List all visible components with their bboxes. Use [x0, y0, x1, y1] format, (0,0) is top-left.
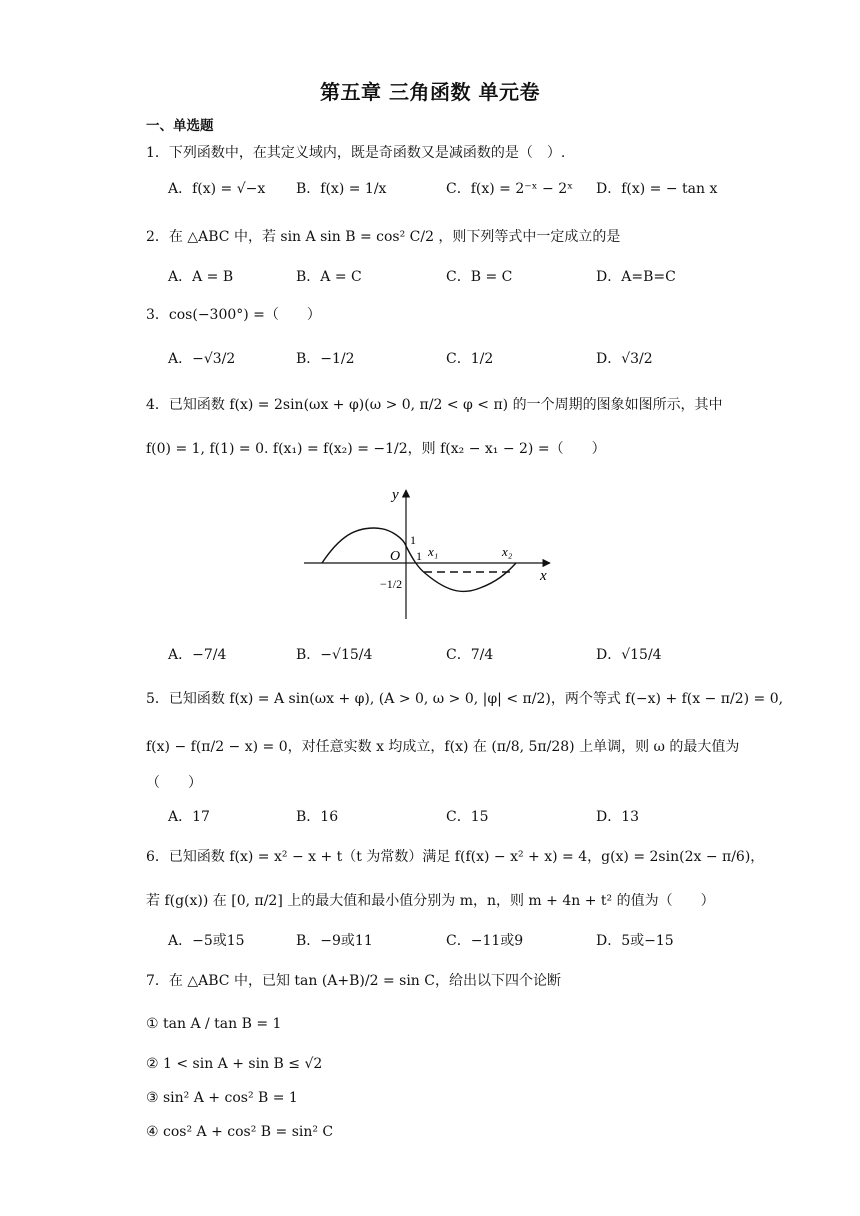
- question-7-statement-2: ② 1 < sin A + sin B ≤ √2: [146, 1056, 323, 1072]
- question-6-stem-line2: 若 f(g(x)) 在 [0, π/2] 上的最大值和最小值分别为 m，n，则 m + 4n + t² 的值为（ ）: [146, 893, 715, 909]
- question-3-option-b: B．−1/2: [296, 351, 355, 367]
- x2-label: x₂: [502, 544, 513, 559]
- question-2-option-a: A．A = B: [168, 269, 234, 285]
- question-6-option-d: D．5或−15: [596, 933, 674, 949]
- question-4-option-c: C．7/4: [446, 647, 494, 663]
- question-2-stem: 2．在 △ABC 中，若 sin A sin B = cos² C/2 ，则下列等式中一定成立的是: [146, 229, 621, 245]
- origin-label: O: [390, 549, 401, 564]
- question-5-stem-line3: （ ）: [146, 775, 202, 791]
- page-title: 第五章 三角函数 单元卷: [320, 80, 540, 104]
- x-axis-label: x: [540, 568, 547, 584]
- question-6-option-b: B．−9或11: [296, 933, 373, 949]
- question-1-option-c: C．f(x) = 2⁻ˣ − 2ˣ: [446, 181, 574, 197]
- question-7-statement-3: ③ sin² A + cos² B = 1: [146, 1090, 298, 1106]
- question-3-option-c: C．1/2: [446, 351, 494, 367]
- y-axis-label: y: [392, 487, 399, 503]
- question-7-stem: 7．在 △ABC 中，已知 tan (A+B)/2 = sin C，给出以下四个论断: [146, 973, 561, 989]
- question-3-stem: 3．cos(−300°) =（ ）: [146, 307, 321, 323]
- question-4-stem-line2: f(0) = 1, f(1) = 0. f(x₁) = f(x₂) = −1/2，则 f(x₂ − x₁ − 2) =（ ）: [146, 441, 606, 457]
- neg-half-label: −1/2: [380, 577, 403, 591]
- question-4-option-b: B．−√15/4: [296, 647, 373, 663]
- question-1-option-b: B．f(x) = 1/x: [296, 181, 387, 197]
- question-5-stem: 5．已知函数 f(x) = A sin(ωx + φ), (A > 0, ω > 0, |φ| < π/2)，两个等式 f(−x) + f(x − π/2) = 0,: [146, 691, 784, 707]
- question-7-statement-1: ① tan A / tan B = 1: [146, 1016, 282, 1032]
- question-5-stem-line2: f(x) − f(π/2 − x) = 0，对任意实数 x 均成立，f(x) 在 (π/8, 5π/28) 上单调，则 ω 的最大值为: [146, 739, 740, 755]
- section-heading: 一、单选题: [146, 118, 214, 134]
- question-3-option-a: A．−√3/2: [168, 351, 236, 367]
- y-one-label: 1: [410, 533, 416, 547]
- question-6-option-a: A．−5或15: [168, 933, 245, 949]
- question-4-option-d: D．√15/4: [596, 647, 662, 663]
- question-5-option-a: A．17: [168, 809, 210, 825]
- question-5-option-c: C．15: [446, 809, 489, 825]
- question-1-option-d: D．f(x) = − tan x: [596, 181, 718, 197]
- x-one-label: 1: [416, 549, 422, 563]
- question-1-option-a: A．f(x) = √−x: [168, 181, 266, 197]
- question-1-stem: 1．下列函数中，在其定义域内，既是奇函数又是减函数的是（ ）.: [146, 145, 566, 161]
- question-2-option-d: D．A=B=C: [596, 269, 676, 285]
- question-5-option-d: D．13: [596, 809, 640, 825]
- x1-label: x₁: [428, 544, 439, 559]
- question-2-option-b: B．A = C: [296, 269, 362, 285]
- question-7-statement-4: ④ cos² A + cos² B = sin² C: [146, 1124, 334, 1140]
- question-6-stem: 6．已知函数 f(x) = x² − x + t（t 为常数）满足 f(f(x) − x² + x) = 4，g(x) = 2sin(2x − π/6)，: [146, 849, 765, 865]
- question-4-option-a: A．−7/4: [168, 647, 227, 663]
- sine-graph: [300, 484, 570, 624]
- question-2-option-c: C．B = C: [446, 269, 513, 285]
- question-6-option-c: C．−11或9: [446, 933, 524, 949]
- question-5-option-b: B．16: [296, 809, 339, 825]
- question-4-stem: 4．已知函数 f(x) = 2sin(ωx + φ)(ω > 0, π/2 < φ < π) 的一个周期的图象如图所示，其中: [146, 397, 723, 413]
- question-3-option-d: D．√3/2: [596, 351, 653, 367]
